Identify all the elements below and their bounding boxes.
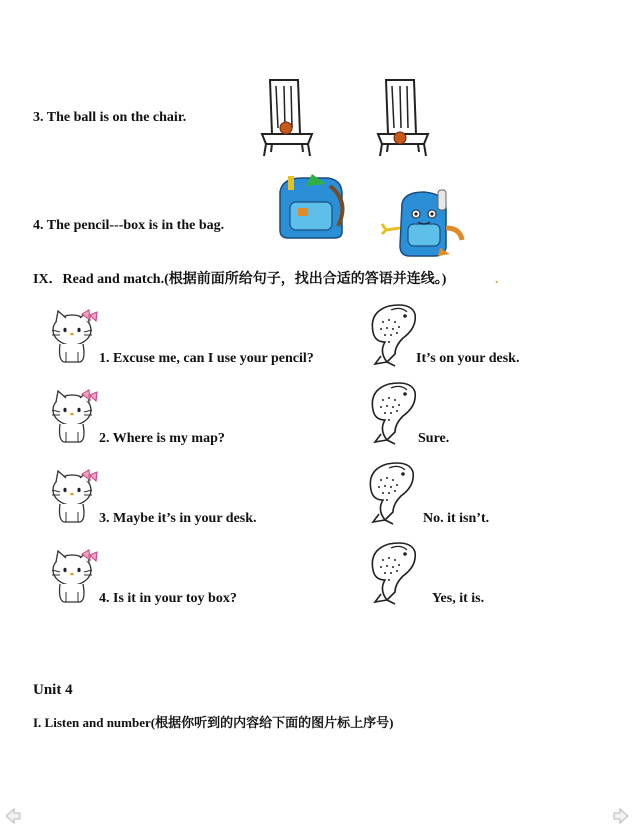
hello-kitty-icon [50,388,100,446]
prev-page-arrow-icon[interactable] [4,807,22,825]
answer-3: No. it isn’t. [423,511,490,526]
fish-icon [365,540,421,606]
question-1: 1. Excuse me, can I use your pencil? [99,351,314,366]
chair-ball-under-seat-icon [374,76,436,160]
section-9-heading: IX．Read and match.(根据前面所给句子，找出合适的答语并连线。) [33,272,447,287]
fish-icon [365,302,421,368]
answer-1: It’s on your desk. [416,351,520,366]
item-4-sentence: 4. The pencil---box is in the bag. [33,218,225,233]
unit-title: Unit 4 [33,682,73,698]
item-3-sentence: 3. The ball is on the chair. [33,110,187,125]
question-2: 2. Where is my map? [99,431,225,446]
answer-2: Sure. [418,431,450,446]
question-3: 3. Maybe it’s in your desk. [99,511,257,526]
chair-ball-on-seat-icon [258,76,320,160]
green-dot-mark: . [495,272,499,287]
schoolbag-character-icon [380,188,468,260]
question-4: 4. Is it in your toy box? [99,591,237,606]
schoolbag-icon [272,172,352,242]
answer-4: Yes, it is. [432,591,485,606]
fish-icon [365,380,421,446]
hello-kitty-icon [50,308,100,366]
next-page-arrow-icon[interactable] [612,807,630,825]
hello-kitty-icon [50,548,100,606]
unit-instruction: I. Listen and number(根据你听到的内容给下面的图片标上序号) [33,715,394,730]
hello-kitty-icon [50,468,100,526]
fish-icon [363,460,419,526]
